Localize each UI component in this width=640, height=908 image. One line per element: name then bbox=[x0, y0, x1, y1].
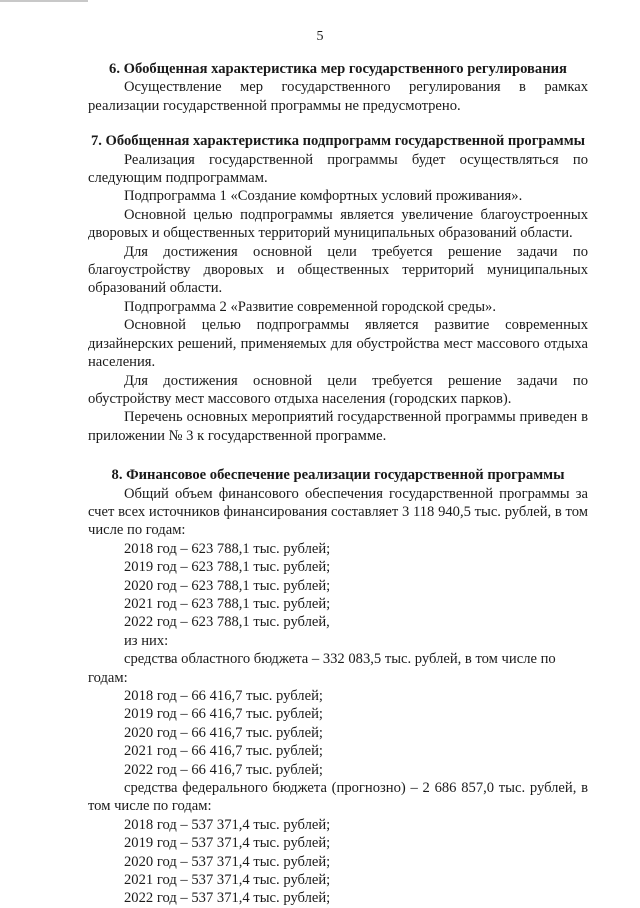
section-7-paragraph: Подпрограмма 1 «Создание комфортных условий проживания». bbox=[124, 188, 523, 205]
of-which-label: из них: bbox=[124, 632, 169, 649]
section-7-paragraph: Реализация государственной программы будет осуществляться по следующим подпрограммам. bbox=[88, 151, 588, 187]
funding-year-line: 2021 год – 623 788,1 тыс. рублей; bbox=[124, 595, 331, 612]
total-funding-list bbox=[88, 540, 588, 650]
funding-year-line: 2018 год – 537 371,4 тыс. рублей; bbox=[124, 816, 331, 833]
section-7-paragraph: Для достижения основной цели требуется решение задачи по благоустройству дворовых и общественных территорий муниципальных образований области. bbox=[88, 243, 588, 297]
section-7-paragraph: Основной целью подпрограммы является развитие современных дизайнерских решений, применяемых для обустройства мест массового отдыха населения. bbox=[88, 317, 588, 371]
funding-year-line: 2019 год – 623 788,1 тыс. рублей; bbox=[124, 559, 331, 576]
funding-year-line: 2020 год – 623 788,1 тыс. рублей; bbox=[124, 577, 331, 594]
funding-year-line: 2022 год – 623 788,1 тыс. рублей, bbox=[124, 614, 330, 631]
funding-year-line: 2019 год – 537 371,4 тыс. рублей; bbox=[124, 835, 331, 852]
section-6-paragraph: Осуществление мер государственного регулирования в рамках реализации государственной программы не предусмотрено. bbox=[88, 79, 588, 114]
funding-year-line: 2020 год – 537 371,4 тыс. рублей; bbox=[124, 853, 331, 870]
funding-year-line: 2021 год – 537 371,4 тыс. рублей; bbox=[124, 872, 331, 889]
funding-year-line: 2022 год – 66 416,7 тыс. рублей; bbox=[124, 761, 323, 778]
section-7-paragraph: Для достижения основной цели требуется решение задачи по обустройству мест массового отдыха населения (городских парков). bbox=[88, 372, 588, 407]
funding-year-line: 2020 год – 66 416,7 тыс. рублей; bbox=[124, 724, 323, 741]
section-8-intro: Общий объем финансового обеспечения государственной программы за счет всех источников финансирования составляет 3 118 940,5 тыс. рублей, в том числе по годам: bbox=[88, 485, 588, 539]
funding-year-line: 2019 год – 66 416,7 тыс. рублей; bbox=[124, 706, 323, 723]
section-8-heading: 8. Финансовое обеспечение реализации государственной программы bbox=[111, 467, 565, 484]
funding-year-line: 2018 год – 66 416,7 тыс. рублей; bbox=[124, 688, 323, 704]
federal-funding-list bbox=[88, 816, 588, 908]
page-number: 5 bbox=[316, 29, 324, 44]
section-7-paragraph: Подпрограмма 2 «Развитие современной городской среды». bbox=[124, 298, 496, 315]
section-7-paragraph: Перечень основных мероприятий государственной программы приведен в приложении № 3 к государственной программе. bbox=[88, 409, 588, 444]
regional-funding-list bbox=[88, 687, 588, 779]
section-7-heading: 7. Обобщенная характеристика подпрограмм государственной программы bbox=[90, 133, 586, 150]
funding-year-line: 2018 год – 623 788,1 тыс. рублей; bbox=[124, 540, 331, 557]
section-6-heading: 6. Обобщенная характеристика мер государственного регулирования bbox=[109, 61, 567, 77]
section-7-paragraph: Основной целью подпрограммы является увеличение благоустроенных дворовых и общественных территорий муниципальных образований области. bbox=[88, 206, 588, 242]
regional-budget-intro: средства областного бюджета – 332 083,5 тыс. рублей, в том числе по годам: bbox=[88, 651, 556, 686]
document-body bbox=[88, 60, 588, 908]
scan-edge-mark bbox=[0, 0, 88, 2]
funding-year-line: 2022 год – 537 371,4 тыс. рублей; bbox=[124, 890, 331, 907]
federal-budget-intro: средства федерального бюджета (прогнозно) – 2 686 857,0 тыс. рублей, в том числе по годам: bbox=[88, 780, 588, 815]
funding-year-line: 2021 год – 66 416,7 тыс. рублей; bbox=[124, 743, 323, 760]
